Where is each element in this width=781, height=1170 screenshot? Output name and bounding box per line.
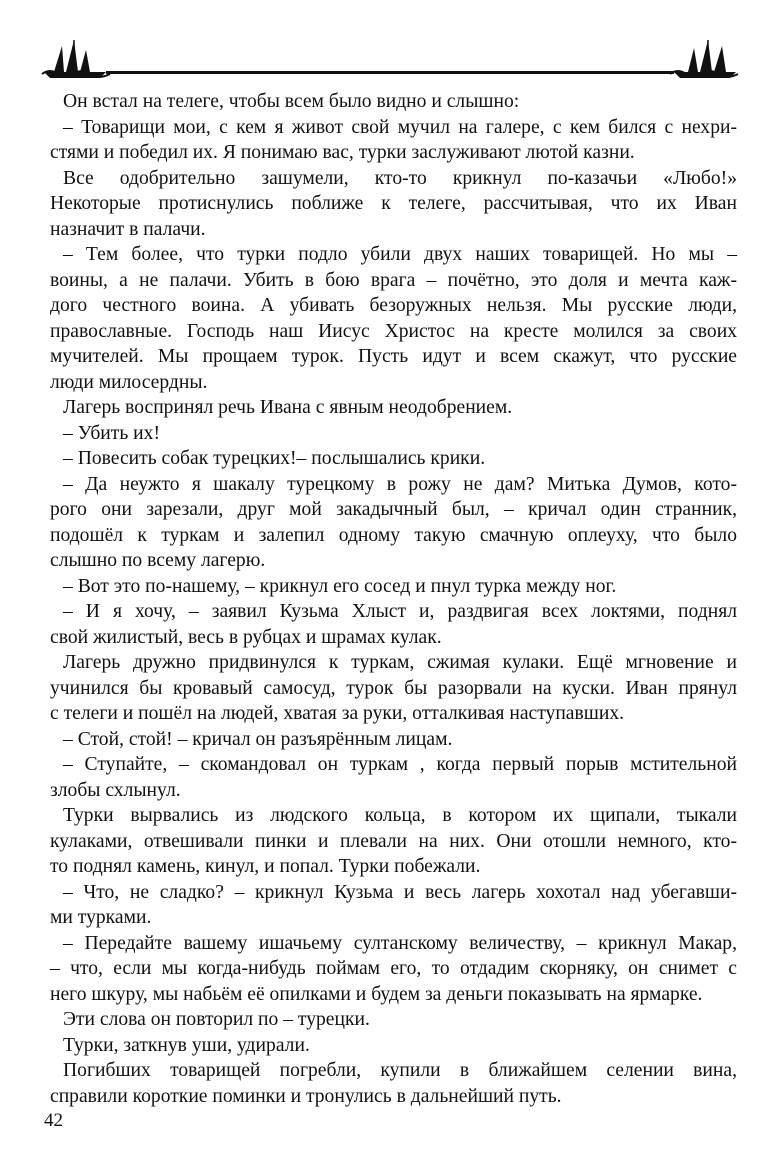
text-line: Турки, заткнув уши, удирали. bbox=[63, 1034, 310, 1056]
text-line: Некоторые протиснулись поближе к телеге, рассчитывая, что их Иван bbox=[50, 193, 737, 214]
paragraph bbox=[50, 115, 737, 166]
text-line: злобы схлынул. bbox=[50, 779, 181, 801]
paragraph bbox=[50, 880, 737, 931]
paragraph bbox=[50, 166, 737, 243]
text-line: – Повесить собак турецких!– послышались крики. bbox=[63, 448, 486, 469]
text-line: свой жилистый, весь в рубцах и шрамах кулак. bbox=[50, 626, 442, 648]
text-line: мучителей. Мы прощаем турок. Пусть идут и всем скажут, что русские bbox=[50, 346, 737, 367]
header-rule bbox=[106, 71, 674, 74]
paragraph bbox=[50, 395, 737, 421]
text-line: – Убить их! bbox=[63, 422, 160, 444]
paragraph bbox=[50, 931, 737, 1008]
paragraph bbox=[50, 446, 737, 472]
sailing-ship-icon bbox=[40, 38, 112, 82]
text-line: православные. Господь наш Иисус Христос на кресте молился за своих bbox=[50, 320, 737, 342]
text-line: справили короткие поминки и тронулись в дальнейший путь. bbox=[50, 1085, 562, 1107]
paragraph bbox=[50, 803, 737, 880]
text-line: Эти слова он повторил по – турецки. bbox=[63, 1009, 370, 1030]
paragraph bbox=[50, 242, 737, 395]
paragraph bbox=[50, 421, 737, 447]
text-line: Все одобрительно зашумели, кто-то крикнул по-казачьи «Любо!» bbox=[63, 167, 737, 189]
paragraph bbox=[50, 752, 737, 803]
text-line: рого они зарезали, друг мой закадычный был, – кричал один странник, bbox=[50, 499, 737, 520]
text-line: – Что, не сладко? – крикнул Кузьма и весь лагерь хохотал над убегавши- bbox=[63, 881, 737, 903]
text-line: него шкуру, мы набьём её опилками и будем за деньги показывать на ярмарке. bbox=[50, 983, 703, 1005]
text-line: Погибших товарищей погребли, купили в ближайшем селении вина, bbox=[63, 1060, 737, 1081]
body-text bbox=[50, 89, 737, 1109]
page-number: 42 bbox=[44, 1110, 63, 1131]
text-line: с телеги и пошёл на людей, хватая за руки, отталкивая наступавших. bbox=[50, 703, 625, 724]
text-line: стями и победил их. Я понимаю вас, турки заслуживают лютой казни. bbox=[50, 142, 635, 163]
paragraph bbox=[50, 574, 737, 600]
page-header-ornament bbox=[40, 38, 740, 82]
text-line: люди милосердны. bbox=[50, 371, 208, 393]
text-line: – Стой, стой! – кричал он разъярённым лицам. bbox=[63, 728, 453, 750]
text-line: слышно по всему лагерю. bbox=[50, 550, 266, 571]
paragraph bbox=[50, 650, 737, 727]
text-line: ми турками. bbox=[50, 907, 152, 928]
text-line: Лагерь воспринял речь Ивана с явным неодобрением. bbox=[63, 397, 513, 418]
text-line: – что, если мы когда-нибудь поймам его, то отдадим скорняку, он снимет с bbox=[50, 958, 737, 979]
text-line: – Ступайте, – скомандовал он туркам , когда первый порыв мстительной bbox=[63, 754, 737, 775]
text-line: воины, а не палачи. Убить в бою врага – почётно, это доля и мечта каж- bbox=[50, 269, 737, 291]
text-line: назначит в палачи. bbox=[50, 218, 206, 240]
text-line: Он встал на телеге, чтобы всем было видно и слышно: bbox=[63, 91, 520, 112]
text-line: – Товарищи мои, с кем я живот свой мучил на галере, с кем бился с нехри- bbox=[63, 116, 737, 138]
paragraph bbox=[50, 1058, 737, 1109]
text-line: – Передайте вашему ишачьему султанскому величеству, – крикнул Макар, bbox=[63, 932, 737, 954]
paragraph bbox=[50, 472, 737, 574]
text-line: – Вот это по-нашему, – крикнул его сосед и пнул турка между ног. bbox=[63, 575, 617, 597]
sailing-ship-icon bbox=[668, 38, 740, 82]
text-line: – И я хочу, – заявил Кузьма Хлыст и, раздвигая всех локтями, поднял bbox=[63, 601, 737, 622]
text-line: – Тем более, что турки подло убили двух наших товарищей. Но мы – bbox=[63, 244, 737, 265]
paragraph bbox=[50, 599, 737, 650]
text-line: подошёл к туркам и залепил одному такую смачную оплеуху, что было bbox=[50, 524, 737, 546]
paragraph bbox=[50, 89, 737, 115]
text-line: то поднял камень, кинул, и попал. Турки побежали. bbox=[50, 856, 481, 877]
paragraph bbox=[50, 727, 737, 753]
text-line: Турки вырвались из людского кольца, в котором их щипали, тыкали bbox=[63, 805, 737, 826]
text-line: кулаками, отвешивали пинки и плевали на них. Они отошли немного, кто- bbox=[50, 830, 737, 852]
text-line: учинился бы кровавый самосуд, турок бы разорвали на куски. Иван прянул bbox=[50, 677, 737, 699]
text-line: дого честного воина. А убивать безоружных нельзя. Мы русские люди, bbox=[50, 295, 737, 316]
text-line: Лагерь дружно придвинулся к туркам, сжимая кулаки. Ещё мгновение и bbox=[63, 652, 737, 673]
text-line: – Да неужто я шакалу турецкому в рожу не дам? Митька Думов, кото- bbox=[63, 473, 737, 495]
paragraph bbox=[50, 1007, 737, 1033]
paragraph bbox=[50, 1033, 737, 1059]
